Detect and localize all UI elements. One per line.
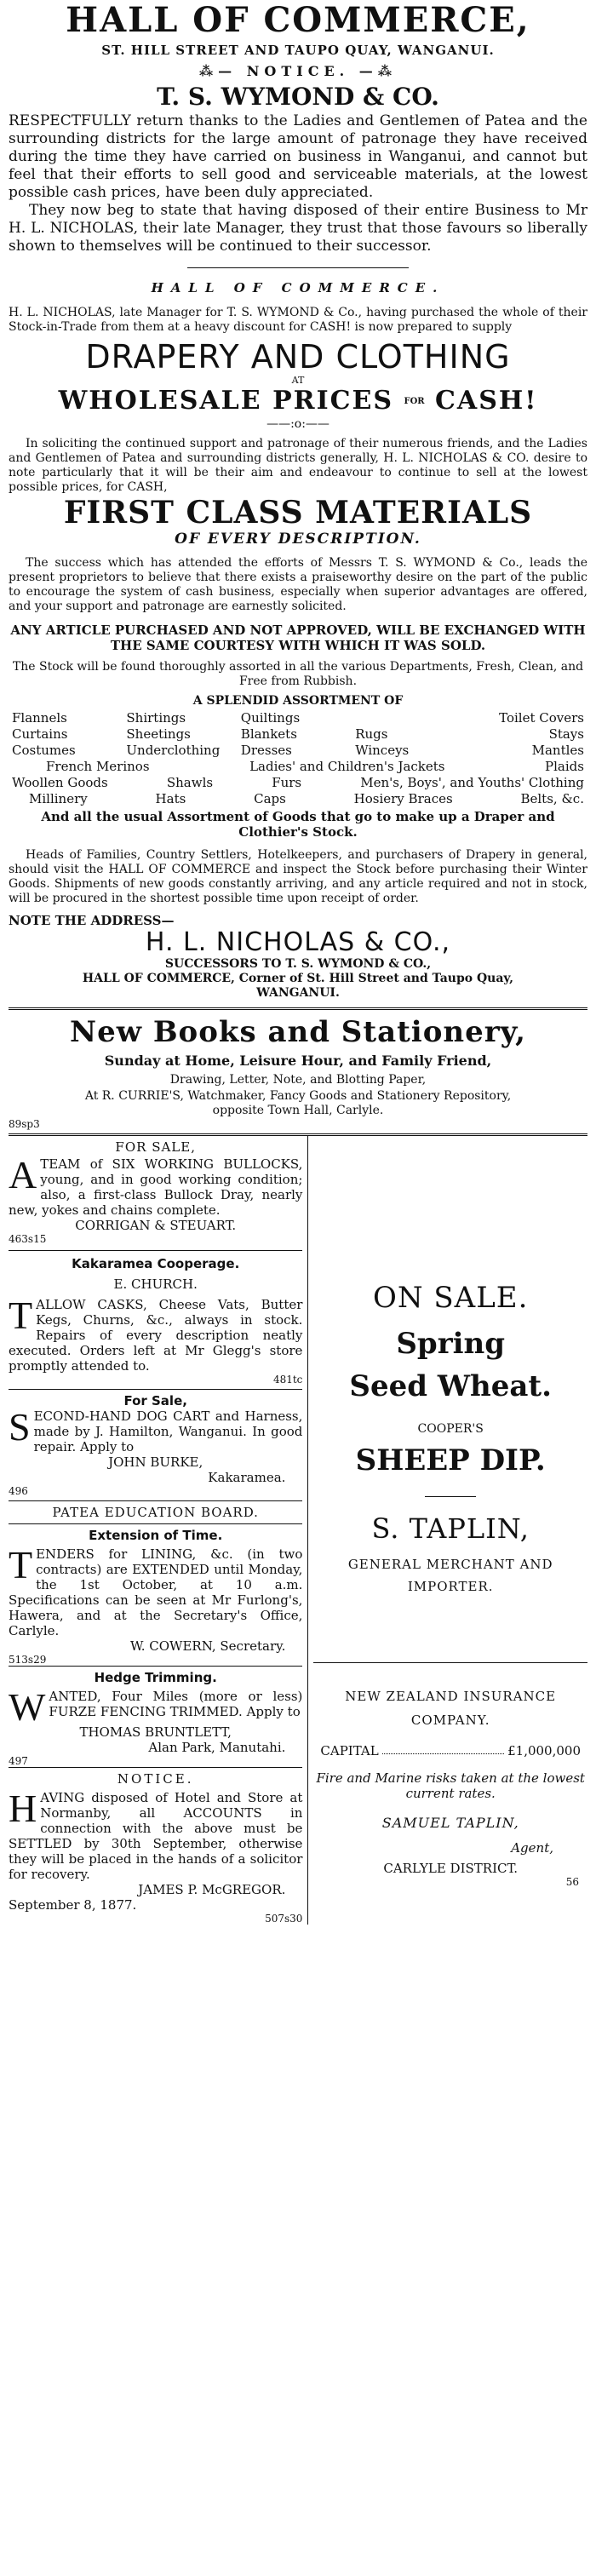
carlyle-district: CARLYLE DISTRICT.	[383, 1861, 519, 1876]
books-at: At R. CURRIE'S, Watchmaker, Fancy Goods and Stationery Repository,	[84, 1089, 512, 1103]
ornament-left-icon: ⁂—	[198, 63, 238, 79]
notice-ad-ref: 507s30	[265, 1913, 303, 1925]
goods-cell: Flannels	[12, 710, 67, 726]
extension-ref: 513s29	[9, 1654, 47, 1666]
importer-line: IMPORTER.	[407, 1579, 494, 1594]
splendid-heading: A SPLENDID ASSORTMENT OF	[192, 694, 404, 708]
notice-heading: ⁂— NOTICE. —⁂	[198, 63, 398, 79]
sheep-dip-heading: SHEEP DIP.	[355, 1443, 546, 1477]
for-sale-title: FOR SALE,	[115, 1139, 196, 1155]
goods-cell: Rugs	[355, 726, 388, 742]
first-class-heading: FIRST CLASS MATERIALS	[63, 495, 533, 531]
notice-ad-title: NOTICE.	[117, 1771, 194, 1787]
cooperage-title: Kakaramea Cooperage.	[72, 1256, 240, 1271]
goods-row-woollen: Woollen Goods Shawls Furs Men's, Boys', and Youths' Clothing	[12, 775, 584, 790]
wholesale-line	[9, 386, 587, 417]
two-column-section	[9, 1136, 587, 1925]
notice-ad-sign: JAMES P. McGREGOR.	[138, 1882, 286, 1897]
hall-of-commerce-ad	[9, 2, 587, 1001]
fire-marine: Fire and Marine risks taken at the lowest current rates.	[316, 1770, 585, 1801]
wanganui-line: WANGANUI.	[256, 986, 340, 1000]
nz-insurance: NEW ZEALAND INSURANCE	[345, 1689, 557, 1704]
soliciting-paragraph: In soliciting the continued support and patronage of their numerous friends, and the Ladies and Gentlemen of Patea and surrounding districts generally, H. L. NICHOLAS & CO. desire to note particularly that it will be their aim and endeavour to continue to sell at the lowest possible prices, for CASH,	[9, 437, 587, 494]
goods-cell: Mantles	[531, 743, 584, 758]
any-article-notice: ANY ARTICLE PURCHASED AND NOT APPROVED, WILL BE EXCHANGED WITH THE SAME COURTESY WITH WHICH IT WAS SOLD.	[10, 622, 586, 653]
capital-line	[313, 1743, 587, 1758]
extension-body: TENDERS for LINING, &c. (in two contracts) are EXTENDED until Monday, the 1st October, at 10 a.m. Specifications can be seen at Mr Furlong's, Hawera, and at the Secretary's Office, Carlyle.	[9, 1543, 303, 1638]
goods-cell: Toilet Covers	[499, 710, 584, 726]
on-sale-heading: ON SALE.	[372, 1281, 529, 1315]
hedge-ref: 497	[9, 1755, 28, 1767]
books-opposite: opposite Town Hall, Carlyle.	[212, 1104, 384, 1117]
books-ref: 89sp3	[9, 1118, 40, 1130]
newspaper-page	[9, 2, 587, 1925]
successors-line: SUCCESSORS TO T. S. WYMOND & CO.,	[164, 957, 432, 971]
hall-subtitle: HALL OF COMMERCE.	[151, 280, 445, 295]
taplin-ad	[313, 1136, 587, 1594]
insurance-ad	[313, 1663, 587, 1888]
dog-cart-ad	[9, 1390, 302, 1497]
drop-cap: T	[9, 1294, 33, 1337]
dog-cart-title: For Sale,	[123, 1393, 187, 1408]
dog-cart-sign: JOHN BURKE,	[108, 1454, 203, 1470]
goods-grid	[9, 710, 587, 759]
agent-label: Agent,	[511, 1840, 553, 1856]
capital-dots	[382, 1743, 504, 1754]
dog-cart-body: SECOND-HAND DOG CART and Harness, made by J. Hamilton, Wanganui. In good repair. Apply to	[9, 1405, 303, 1454]
extension-title: Extension of Time.	[89, 1528, 223, 1543]
at-label: AT	[291, 375, 305, 386]
goods-cell: Costumes	[12, 743, 76, 758]
books-paper: Drawing, Letter, Note, and Blotting Paper,	[169, 1073, 427, 1087]
for-sale-sign: CORRIGAN & STEUART.	[75, 1218, 237, 1233]
nicholas-firm: H. L. NICHOLAS & CO.,	[145, 927, 451, 957]
notice-ad	[9, 1768, 302, 1925]
note-address: NOTE THE ADDRESS—	[9, 913, 175, 928]
patea-board: PATEA EDUCATION BOARD.	[52, 1505, 259, 1520]
dog-cart-ref: 496	[9, 1485, 28, 1497]
hedge-sign: THOMAS BRUNTLETT,	[79, 1724, 232, 1740]
cooperage-ad	[9, 1251, 302, 1386]
drop-cap: W	[9, 1685, 46, 1729]
goods-cell: Underclothing	[126, 743, 221, 758]
notice-ad-date: September 8, 1877.	[9, 1897, 137, 1913]
hedge-place: Alan Park, Manutahi.	[148, 1740, 286, 1755]
ornament-right-icon: —⁂	[358, 63, 398, 79]
cooperage-ref: 481tc	[272, 1374, 303, 1386]
capital-value: £1,000,000	[507, 1743, 581, 1758]
goods-cell: Shirtings	[126, 710, 186, 726]
wymond-firm: T. S. WYMOND & CO.	[157, 83, 439, 111]
books-sub: Sunday at Home, Leisure Hour, and Family Friend,	[104, 1053, 492, 1069]
goods-cell: Sheetings	[126, 726, 191, 742]
stock-paragraph: The Stock will be found thoroughly assorted in all the various Departments, Fresh, Clean, and Free from Rubbish.	[12, 660, 584, 688]
goods-cell	[355, 710, 469, 726]
dog-cart-place: Kakaramea.	[208, 1470, 286, 1485]
hedge-title: Hedge Trimming.	[94, 1670, 217, 1685]
books-title: New Books and Stationery,	[70, 1015, 526, 1049]
goods-cell: Stays	[548, 726, 584, 742]
nicholas-paragraph: H. L. NICHOLAS, late Manager for T. S. WYMOND & Co., having purchased the whole of their Stock-in-Trade from them at a heavy discount for CASH! is now prepared to supply	[9, 306, 587, 334]
drop-cap: T	[9, 1543, 33, 1586]
goods-cell: Curtains	[12, 726, 68, 742]
samuel-taplin: SAMUEL TAPLIN,	[381, 1815, 519, 1831]
spring-heading: Spring	[396, 1327, 506, 1361]
hall-address: ST. HILL STREET AND TAUPO QUAY, WANGANUI.	[101, 43, 495, 58]
drop-cap: S	[9, 1405, 31, 1449]
divider-text: ——:o:——	[266, 417, 330, 431]
wymond-paragraph-1: RESPECTFULLY return thanks to the Ladies and Gentlemen of Patea and the surrounding districts for the large amount of patronage they have received during the time they have carried on business in Wanganui, and cannot but feel that their efforts to sell good and serviceable materials, at the lowest possible cash prices, have been duly appreciated.	[9, 112, 587, 201]
goods-cell: Dresses	[240, 743, 292, 758]
capital-label: CAPITAL	[320, 1743, 379, 1758]
hall-title: HALL OF COMMERCE,	[66, 0, 530, 40]
goods-cell: Winceys	[355, 743, 410, 758]
goods-cell: Blankets	[240, 726, 297, 742]
new-books-ad	[9, 1010, 587, 1133]
extension-sign: W. COWERN, Secretary.	[129, 1638, 286, 1654]
extension-ad	[9, 1524, 302, 1666]
every-description: OF EVERY DESCRIPTION.	[175, 531, 421, 548]
coopers-label: COOPER'S	[417, 1422, 484, 1436]
cooperage-body: TALLOW CASKS, Cheese Vats, Butter Kegs, Churns, &c., always in stock. Repairs of every description neatly executed. Orders left at Mr Glegg's store promptly attended to.	[9, 1294, 303, 1374]
success-paragraph: The success which has attended the efforts of Messrs T. S. WYMOND & Co., leads the present proprietors to believe that there exists a praiseworthy desire on the part of the public to encourage the system of cash business, especially when superior advantages are offered, and your support and patronage are earnestly solicited.	[9, 556, 587, 613]
company-line: COMPANY.	[410, 1713, 490, 1728]
all-usual: And all the usual Assortment of Goods that go to make up a Draper and Clothier's Stock.	[41, 809, 555, 840]
taplin-name: S. TAPLIN,	[371, 1512, 530, 1545]
heads-paragraph: Heads of Families, Country Settlers, Hotelkeepers, and purchasers of Drapery in general, should visit the HALL OF COMMERCE and inspect the Stock before purchasing their Winter Goods. Shipments of new goods constantly arriving, and any article required and not in stock, will be procured in the shortest possible time upon receipt of order.	[9, 848, 587, 905]
wholesale-text: WHOLESALE PRICES	[58, 386, 394, 416]
address-line: HALL OF COMMERCE, Corner of St. Hill Street and Taupo Quay,	[82, 972, 514, 985]
hedge-body: WANTED, Four Miles (more or less) FURZE FENCING TRIMMED. Apply to	[9, 1685, 303, 1729]
general-merchant: GENERAL MERCHANT AND	[347, 1557, 553, 1572]
goods-row-french: French Merinos Ladies' and Children's Jackets Plaids	[46, 759, 584, 774]
drop-cap: H	[9, 1787, 37, 1830]
seed-wheat-heading: Seed Wheat.	[349, 1369, 552, 1403]
wymond-paragraph-2: They now beg to state that having disposed of their entire Business to Mr H. L. NICHOLAS, their late Manager, they trust that those favours so liberally shown to themselves will be continued to their successor.	[9, 202, 587, 255]
for-sale-body: A TEAM of SIX WORKING BULLOCKS, young, and in good working condition; also, a first-class Bullock Dray, nearly new, yokes and chains complete.	[9, 1153, 303, 1218]
for-sale-ad	[9, 1136, 302, 1245]
goods-row-millinery: Millinery Hats Caps Hosiery Braces Belts, &c.	[29, 791, 584, 806]
drop-cap: A	[9, 1153, 37, 1196]
left-column	[9, 1136, 308, 1925]
insurance-ref: 56	[565, 1876, 579, 1888]
hedge-ad	[9, 1667, 302, 1767]
goods-cell: Quiltings	[240, 710, 301, 726]
cooperage-name: E. CHURCH.	[113, 1277, 198, 1292]
notice-ad-body: HAVING disposed of Hotel and Store at Normanby, all ACCOUNTS in connection with the above must be SETTLED by 30th September, otherwise they will be placed in the hands of a solicitor for recovery.	[9, 1787, 303, 1882]
for-sale-ref: 463s15	[9, 1233, 47, 1245]
cash-text: CASH!	[435, 386, 538, 416]
for-label: FOR	[404, 397, 425, 406]
drapery-heading: DRAPERY AND CLOTHING	[85, 338, 511, 376]
right-column	[308, 1136, 587, 1925]
